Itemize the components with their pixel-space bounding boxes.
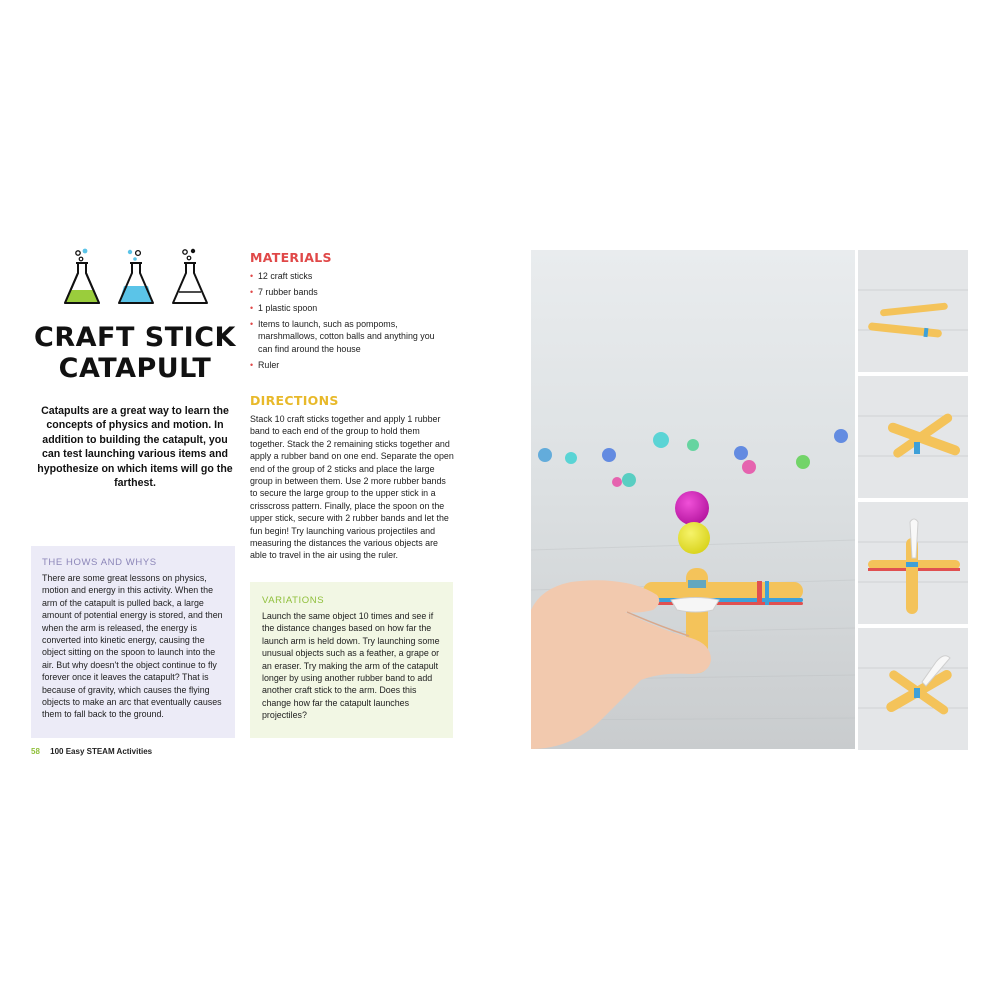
flask-icons xyxy=(62,248,212,308)
page-number: 58 xyxy=(31,747,40,756)
flask-blue-icon xyxy=(119,250,153,303)
page-footer xyxy=(31,747,152,756)
variations-text: Launch the same object 10 times and see if the distance changes based on how far the launch arm is held down. Try launching some unusual objects such as a feather, a grape or an eraser. Try making the arm of the catapult longer by using another rubber band to add another craft stick to the arm. Does this change how far the catapult launches projectiles? xyxy=(262,611,440,721)
catapult-photo xyxy=(531,250,855,749)
materials-list xyxy=(250,270,450,371)
materials-section xyxy=(250,250,450,375)
hows-and-whys-text: There are some great lessons on physics, motion and energy in this activity. When the arm of the catapult is pulled back, a large amount of potential energy is stored, and then when the arm is released, the energy is converted into kinetic energy, causing the object sitting on the spoon to launch into the air. But why doesn't the object continue to fly forever once it leaves the catapult? That is because of gravity, which causes the flying objects to make an arc that eventually causes them to fall back to the ground. xyxy=(42,573,223,720)
materials-heading: MATERIALS xyxy=(250,250,332,265)
list-item: • 12 craft sticks xyxy=(250,270,450,282)
step-photo-3 xyxy=(858,502,968,624)
step-photo-4 xyxy=(858,628,968,750)
step-photo-1 xyxy=(858,250,968,372)
list-item: • Ruler xyxy=(250,359,450,371)
list-item: • Items to launch, such as pompoms, marshmallows, cotton balls and anything you can find around the house xyxy=(250,318,450,355)
step-photos xyxy=(858,250,968,749)
hows-and-whys-heading: THE HOWS AND WHYS xyxy=(42,557,157,568)
list-item: • 1 plastic spoon xyxy=(250,302,450,314)
directions-heading: DIRECTIONS xyxy=(250,393,339,408)
flask-empty-icon xyxy=(173,249,207,303)
variations-box xyxy=(250,582,453,738)
hows-and-whys-box xyxy=(31,546,235,738)
title-line-2: CATAPULT xyxy=(58,353,212,384)
page-title xyxy=(30,322,240,384)
book-title: 100 Easy STEAM Activities xyxy=(50,747,153,756)
variations-heading: VARIATIONS xyxy=(262,595,325,606)
step-photo-2 xyxy=(858,376,968,498)
title-line-1: CRAFT STICK xyxy=(34,322,236,353)
list-item: • 7 rubber bands xyxy=(250,286,450,298)
directions-section xyxy=(250,393,454,562)
intro-text: Catapults are a great way to learn the concepts of physics and motion. In addition to building the catapult, you can test launching various items and hypothesize on which items will go the farthest. xyxy=(37,405,233,490)
flask-green-icon xyxy=(65,249,99,303)
directions-text: Stack 10 craft sticks together and apply 1 rubber band to each end of the group to hold them together. Stack the 2 remaining sticks together and apply a rubber band on one end. Separate the open end of the group of 2 sticks and place the large group in between them. Use 2 more rubber bands to secure the large group to the upper stick in a crisscross pattern. Finally, place the spoon on the upper stick, secure with 2 rubber bands and let the fun begin! Try launching various projectiles and measuring the distances the various objects are able to travel in the air using the ruler. xyxy=(250,414,454,561)
